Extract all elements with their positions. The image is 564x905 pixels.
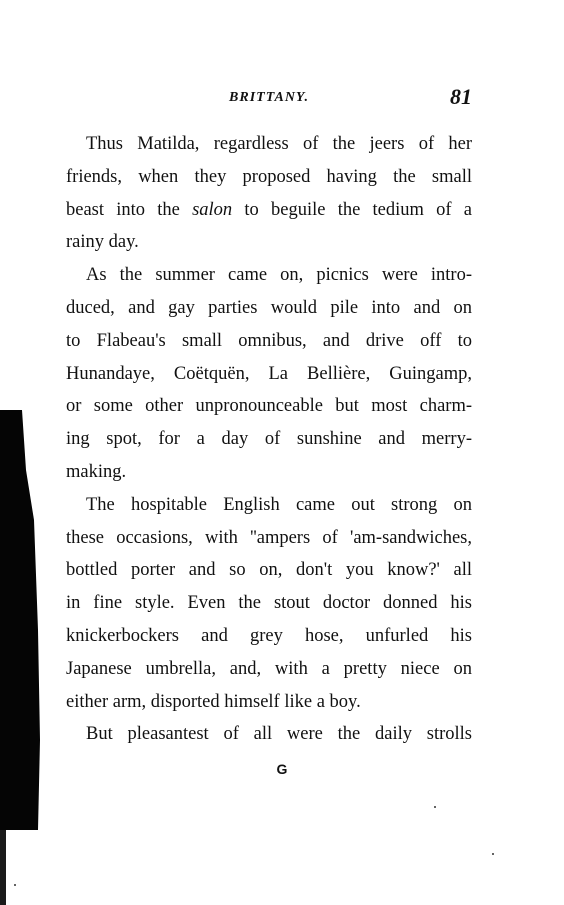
text-line: rainy day.	[66, 232, 139, 253]
text-line: Hunandaye, Coëtquën, La Bellière, Guingamp,	[66, 363, 472, 384]
text-line: bottled porter and so on, don't you know?' all	[66, 560, 472, 581]
text-line: ing spot, for a day of sunshine and merry-	[66, 429, 472, 450]
running-head: BRITTANY.	[229, 90, 309, 105]
scan-speck	[14, 884, 16, 886]
text-line: Japanese umbrella, and, with a pretty niece on	[66, 658, 472, 679]
text-line: to Flabeau's small omnibus, and drive off to	[66, 330, 472, 351]
text-line: either arm, disported himself like a boy.	[66, 691, 361, 712]
text-line: beast into the salon to beguile the tedium of a	[66, 199, 472, 220]
page-header	[66, 84, 472, 108]
text-line: or some other unpronounceable but most charm-	[66, 396, 472, 417]
scan-speck	[434, 806, 436, 808]
text-line: knickerbockers and grey hose, unfurled his	[66, 625, 472, 646]
body-text	[66, 128, 472, 751]
text-line: these occasions, with ''ampers of 'am-sandwiches,	[66, 527, 472, 548]
text-line: The hospitable English came out strong on	[86, 494, 472, 515]
signature-mark: G	[276, 761, 288, 777]
scan-speck	[492, 853, 494, 855]
text-line: As the summer came on, picnics were intro-	[86, 265, 472, 286]
page-number: 81	[450, 84, 472, 109]
text-line: Thus Matilda, regardless of the jeers of her	[86, 134, 472, 154]
scan-shadow-edge-lower	[0, 830, 6, 905]
text-line: friends, when they proposed having the small	[66, 166, 472, 187]
text-line: in fine style. Even the stout doctor donned his	[66, 593, 472, 614]
text-line: duced, and gay parties would pile into and on	[66, 297, 472, 318]
text-line: making.	[66, 461, 127, 482]
text-line: But pleasantest of all were the daily strolls	[86, 724, 472, 745]
italic-word: salon	[192, 199, 233, 220]
